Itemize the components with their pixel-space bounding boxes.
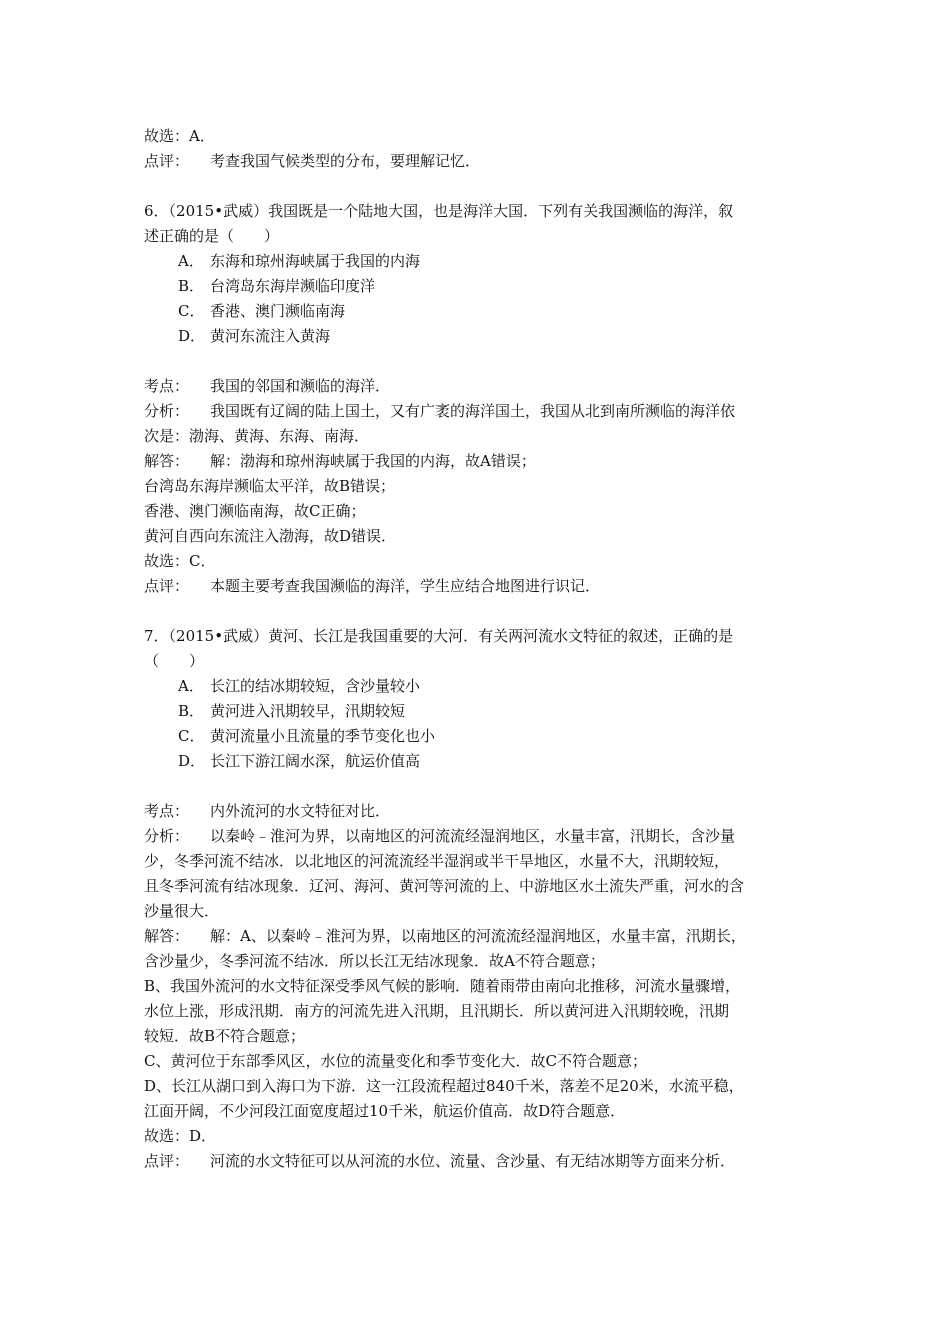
q7-solution-line1: 解答： 解：A、以秦岭﹣淮河为界，以南地区的河流流经湿润地区，水量丰富，汛期长， bbox=[144, 924, 816, 949]
q7-answer: 故选：D． bbox=[144, 1127, 217, 1145]
page-content bbox=[144, 124, 816, 1174]
q7-analysis-line4: 沙量很大． bbox=[144, 902, 220, 920]
q7-solution-line7: D、长江从湖口到入海口为下游．这一江段流程超过840千米，落差不足20米，水流平稳， bbox=[144, 1077, 744, 1095]
q6-answer: 故选：C． bbox=[144, 552, 216, 570]
q6-analysis-line1: 分析： 我国既有辽阔的陆上国土，又有广袤的海洋国土，我国从北到南所濒临的海洋依 bbox=[144, 399, 816, 424]
q6-comment: 点评： 本题主要考查我国濒临的海洋，学生应结合地图进行识记． bbox=[144, 574, 816, 599]
q6-analysis-line2: 次是：渤海、黄海、东海、南海． bbox=[144, 427, 370, 445]
prev-comment bbox=[144, 149, 816, 174]
q6-stem-line1: 6．（2015•武威）我国既是一个陆地大国，也是海洋大国．下列有关我国濒临的海洋，叙 bbox=[144, 202, 734, 220]
q6-option-d: D． 黄河东流注入黄海 bbox=[178, 327, 331, 345]
q6-solution-line1: 解答： 解：渤海和琼州海峡属于我国的内海，故A错误； bbox=[144, 449, 816, 474]
q7-solution-line3: B、我国外流河的水文特征深受季风气候的影响．随着雨带由南向北推移，河流水量骤增， bbox=[144, 977, 741, 995]
comment-label: 点评： bbox=[144, 577, 190, 595]
q6-solution-line2: 台湾岛东海岸濒临太平洋，故B错误； bbox=[144, 477, 396, 495]
q7-point: 考点： 内外流河的水文特征对比． bbox=[144, 799, 816, 824]
q7-solution-line5: 较短．故B不符合题意； bbox=[144, 1027, 306, 1045]
solution-label: 解答： bbox=[144, 452, 190, 470]
q6-point: 考点： 我国的邻国和濒临的海洋． bbox=[144, 374, 816, 399]
q7-comment: 点评： 河流的水文特征可以从河流的水位、流量、含沙量、有无结冰期等方面来分析． bbox=[144, 1149, 816, 1174]
q6-option-a: A． 东海和琼州海峡属于我国的内海 bbox=[178, 252, 421, 270]
q6-option-c: C． 香港、澳门濒临南海 bbox=[178, 302, 346, 320]
q6-option-b: B． 台湾岛东海岸濒临印度洋 bbox=[178, 277, 376, 295]
comment-text: 考查我国气候类型的分布，要理解记忆． bbox=[210, 152, 481, 170]
q7-solution-line8: 江面开阔，不少河段江面宽度超过10千米，航运价值高．故D符合题意． bbox=[144, 1102, 626, 1120]
q7-solution-line4: 水位上涨，形成汛期．南方的河流先进入汛期，且汛期长．所以黄河进入汛期较晚，汛期 bbox=[144, 1002, 730, 1020]
comment-label: 点评： bbox=[144, 1152, 190, 1170]
q7-analysis-line1: 分析： 以秦岭﹣淮河为界，以南地区的河流流经湿润地区，水量丰富，汛期长，含沙量 bbox=[144, 824, 816, 849]
q7-option-b: B． 黄河进入汛期较早，汛期较短 bbox=[178, 702, 406, 720]
analysis-label: 分析： bbox=[144, 402, 190, 420]
q7-option-c: C． 黄河流量小且流量的季节变化也小 bbox=[178, 727, 436, 745]
point-label: 考点： bbox=[144, 802, 190, 820]
q7-stem-line1: 7．（2015•武威）黄河、长江是我国重要的大河．有关两河流水文特征的叙述，正确的是 bbox=[144, 627, 734, 645]
q7-solution-line2: 含沙量少，冬季河流不结冰．所以长江无结冰现象．故A不符合题意； bbox=[144, 952, 605, 970]
prev-answer: 故选：A． bbox=[144, 127, 215, 145]
comment-label: 点评： bbox=[144, 152, 190, 170]
q6-solution-line4: 黄河自西向东流注入渤海，故D错误． bbox=[144, 527, 397, 545]
analysis-label: 分析： bbox=[144, 827, 190, 845]
q7-solution-line6: C、黄河位于东部季风区，水位的流量变化和季节变化大．故C不符合题意； bbox=[144, 1052, 647, 1070]
point-label: 考点： bbox=[144, 377, 190, 395]
q6-stem-line2: 述正确的是（ ） bbox=[144, 227, 280, 245]
solution-label: 解答： bbox=[144, 927, 190, 945]
q7-analysis-line3: 且冬季河流有结冰现象．辽河、海河、黄河等河流的上、中游地区水土流失严重，河水的含 bbox=[144, 877, 745, 895]
q6-solution-line3: 香港、澳门濒临南海，故C正确； bbox=[144, 502, 366, 520]
q7-option-a: A． 长江的结冰期较短，含沙量较小 bbox=[178, 677, 421, 695]
q7-analysis-line2: 少，冬季河流不结冰．以北地区的河流流经半湿润或半干旱地区，水量不大，汛期较短， bbox=[144, 852, 730, 870]
q7-option-d: D． 长江下游江阔水深，航运价值高 bbox=[178, 752, 421, 770]
q7-stem-line2: （ ） bbox=[144, 652, 205, 670]
